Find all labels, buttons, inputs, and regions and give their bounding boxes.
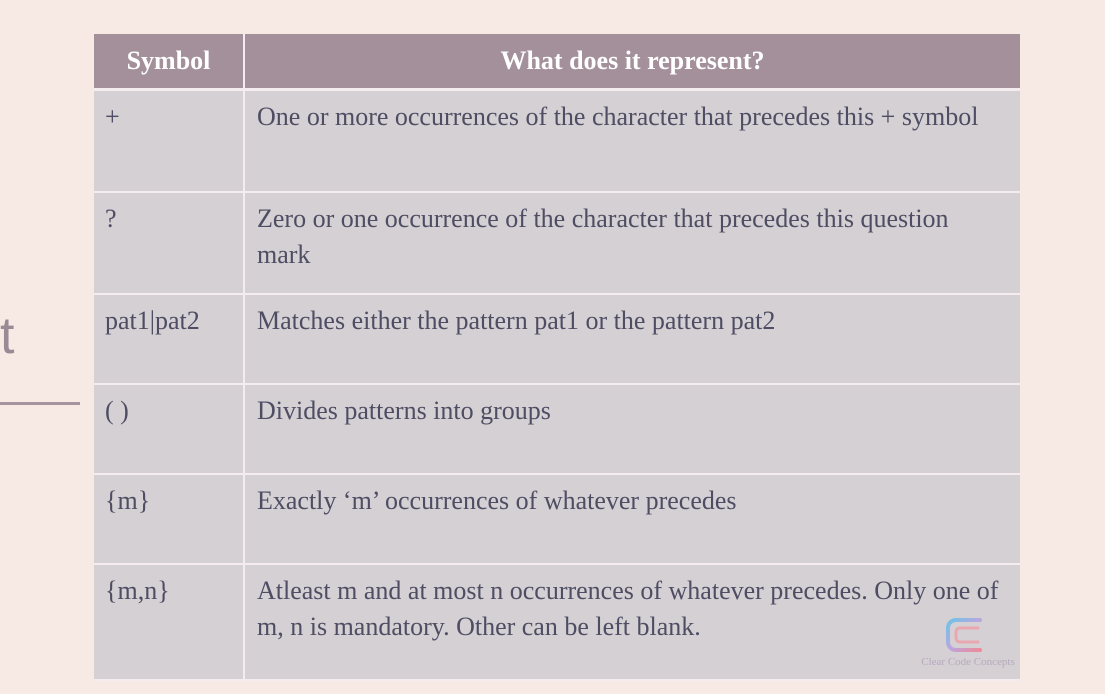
symbol-cell: {m,n} bbox=[94, 564, 244, 680]
description-cell: Zero or one occurrence of the character that precedes this question mark bbox=[244, 192, 1020, 294]
table-header-row bbox=[94, 34, 1020, 90]
brand-c-logo-icon bbox=[906, 612, 1030, 658]
table-row bbox=[94, 384, 1020, 474]
slide-divider bbox=[0, 402, 80, 405]
description-cell: One or more occurrences of the character that precedes this + symbol bbox=[244, 90, 1020, 193]
regex-symbol-table bbox=[94, 34, 1020, 694]
description-cell: Atleast m and at most n occurrences of whatever precedes. Only one of m, n is mandatory. Other can be left blank. bbox=[244, 564, 1020, 680]
header-description: What does it represent? bbox=[244, 34, 1020, 90]
brand-watermark-text: Clear Code Concepts bbox=[921, 656, 1015, 668]
description-cell: Divides patterns into groups bbox=[244, 384, 1020, 474]
brand-watermark bbox=[906, 612, 1030, 674]
description-cell: Exactly ‘m’ occurrences of whatever precedes bbox=[244, 474, 1020, 564]
table-row bbox=[94, 474, 1020, 564]
table-row bbox=[94, 294, 1020, 384]
header-symbol: Symbol bbox=[94, 34, 244, 90]
description-cell: Matches either the pattern pat1 or the pattern pat2 bbox=[244, 294, 1020, 384]
table-row bbox=[94, 192, 1020, 294]
symbol-cell: ? bbox=[94, 192, 244, 294]
symbol-cell: ( ) bbox=[94, 384, 244, 474]
symbol-cell: + bbox=[94, 90, 244, 193]
slide-side-letter: t bbox=[0, 307, 15, 365]
symbol-cell: {m} bbox=[94, 474, 244, 564]
table-row bbox=[94, 90, 1020, 193]
symbol-cell: pat1|pat2 bbox=[94, 294, 244, 384]
table-row bbox=[94, 564, 1020, 680]
